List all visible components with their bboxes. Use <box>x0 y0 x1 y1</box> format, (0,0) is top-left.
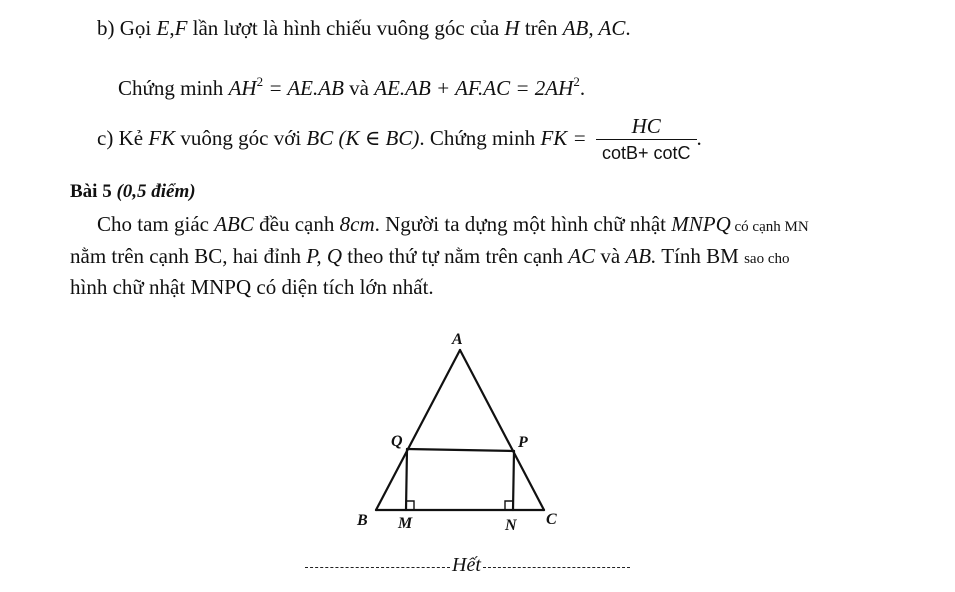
problem-line-3: hình chữ nhật MNPQ có diện tích lớn nhất. <box>70 275 434 299</box>
label-m: M <box>398 515 413 532</box>
label-c: C <box>546 511 557 528</box>
part-b-proof-line: Chứng minh $AH^2 = AE.AB$ và $AE.AB + AF.AC = 2AH^2$. <box>118 74 586 100</box>
problem-line-2: nằm trên cạnh BC, hai đỉnh P, Q theo thứ tự nằm trên cạnh AC và AB. Tính BM sao cho <box>70 244 790 268</box>
dash-left <box>305 567 450 568</box>
end-text: Hết <box>452 554 481 576</box>
triangle-figure <box>340 320 580 545</box>
label-a: A <box>452 331 463 348</box>
label-p: P <box>518 434 528 451</box>
side-pn <box>513 451 514 510</box>
fraction-denominator: cotB+ cotC <box>596 139 697 164</box>
right-angle-n <box>505 501 513 510</box>
problem-heading: Bài 5 (0,5 điểm) <box>70 181 196 202</box>
part-b-line: b) Gọi E,F lần lượt là hình chiếu vuông góc của H trên AB, AC. <box>97 16 631 40</box>
side-ab <box>376 350 460 510</box>
label-b: B <box>357 512 368 529</box>
label-n: N <box>505 517 517 534</box>
side-ac <box>460 350 544 510</box>
side-qp <box>407 449 514 451</box>
end-marker <box>305 554 630 574</box>
dash-right <box>483 567 630 568</box>
problem-line-1: Cho tam giác ABC đều cạnh 8cm. Người ta dựng một hình chữ nhật MNPQ có cạnh MN <box>97 212 809 236</box>
fraction-numerator: HC <box>631 113 661 138</box>
label-q: Q <box>391 433 403 450</box>
fraction <box>596 113 697 164</box>
part-c-line: c) Kẻ FK vuông góc với BC (K ∈ BC). Chứng minh FK = $\frac{HC}{\cot B+ \cot C}$ . <box>97 113 702 163</box>
